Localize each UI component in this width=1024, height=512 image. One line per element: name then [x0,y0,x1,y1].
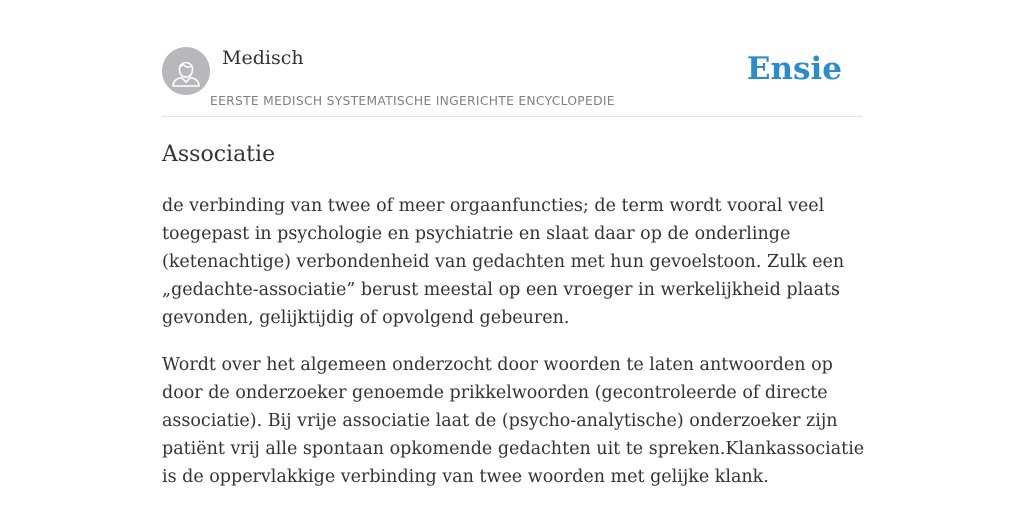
article-body [162,192,868,510]
paragraph-research: Wordt over het algemeen onderzocht door woorden te laten antwoorden op door de onderzoeker genoemde prikkelwoorden (gecontroleerde of directe associatie). Bij vrije associatie laat de (psycho-analytische) onderzoeker zijn patiënt vrij alle spontaan opkomende gedachten uit te spreken.Klankassociatie is de oppervlakkige verbinding van twee woorden met gelijke klank. [162,355,865,487]
author-avatar[interactable] [162,47,210,95]
paragraph-definition: de verbinding van twee of meer orgaanfuncties; de term wordt vooral veel toegepast in psychologie en psychiatrie en slaat daar op de onderlinge (ketenachtige) verbondenheid van gedachten met hun gevoelstoon. Zulk een „gedachte-associatie” berust meestal op een vroeger in werkelijkheid plaats gevonden, gelijktijdig of opvolgend gebeuren. [162,196,845,328]
author-name[interactable]: Medisch [222,47,304,69]
article-title: Associatie [162,142,276,167]
brand-logo[interactable]: Ensie [746,51,842,87]
user-icon [162,47,210,95]
header [162,40,862,117]
encyclopedia-subtitle: EERSTE MEDISCH SYSTEMATISCHE INGERICHTE ENCYCLOPEDIE [210,94,615,108]
